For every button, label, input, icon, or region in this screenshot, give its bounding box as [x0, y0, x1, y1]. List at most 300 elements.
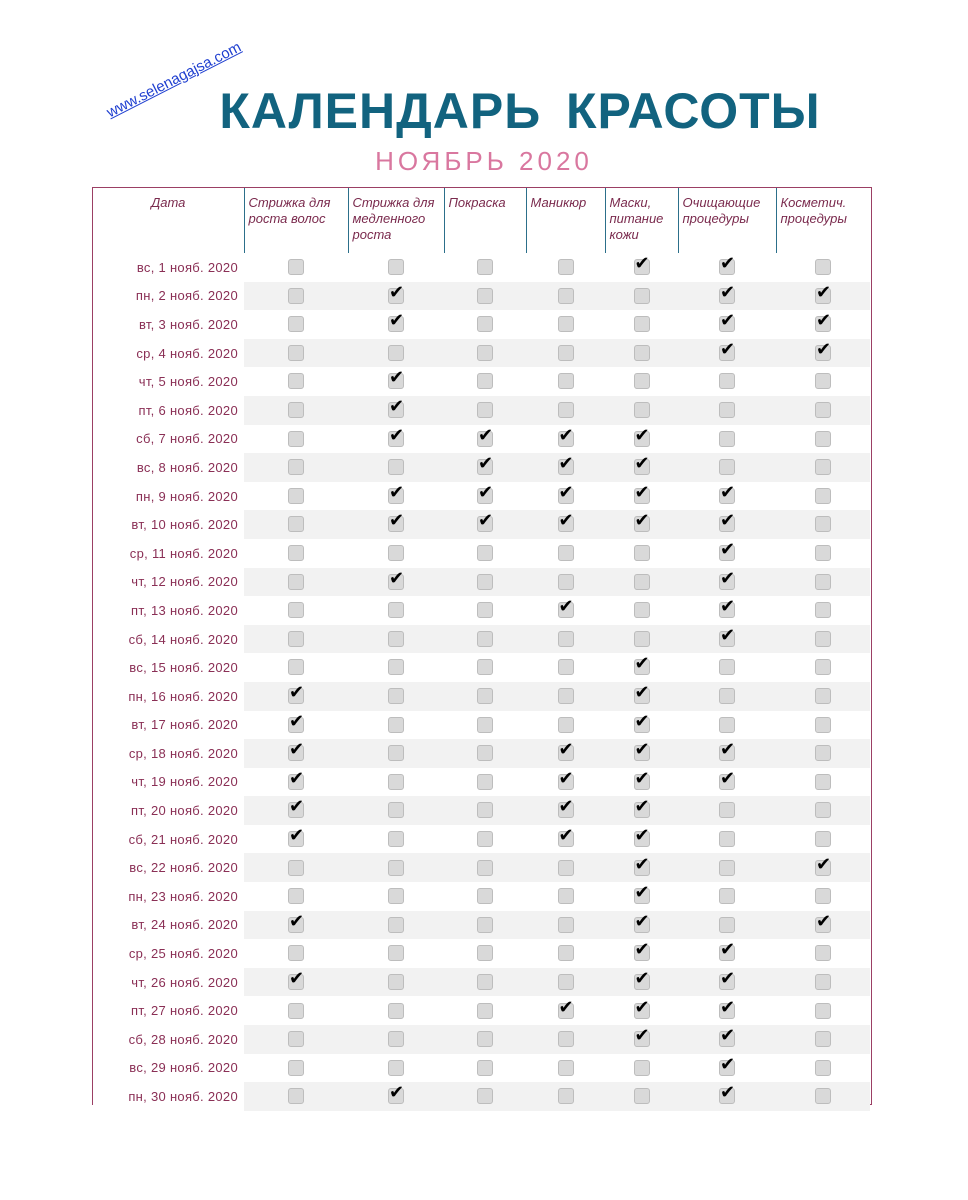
checkbox-coloring[interactable]: [477, 717, 493, 733]
checkbox-masks[interactable]: [634, 853, 650, 876]
cell-haircut-slow: [348, 425, 444, 454]
checkbox-haircut-growth[interactable]: [288, 967, 305, 990]
checkbox-cosmetic[interactable]: [815, 631, 831, 647]
checkbox-masks[interactable]: [634, 402, 650, 418]
checkbox-cleansing[interactable]: [719, 831, 735, 847]
checkbox-haircut-slow[interactable]: [388, 281, 405, 304]
checkbox-haircut-growth[interactable]: [288, 945, 304, 961]
checkbox-haircut-growth[interactable]: [288, 824, 305, 847]
checkbox-masks[interactable]: [634, 424, 650, 447]
checkbox-haircut-slow[interactable]: [388, 602, 404, 618]
checkbox-manicure[interactable]: [558, 739, 574, 761]
cell-cosmetic: [776, 339, 870, 368]
month-subtitle: НОЯБРЬ 2020: [375, 146, 593, 176]
checkbox-coloring[interactable]: [477, 481, 494, 504]
checkmark-icon: ✔: [634, 710, 650, 732]
checkbox-coloring[interactable]: [477, 917, 493, 933]
checkbox-coloring[interactable]: [477, 860, 493, 876]
checkbox-haircut-slow[interactable]: [388, 745, 404, 761]
cell-haircut-slow: [348, 510, 444, 539]
checkbox-manicure[interactable]: [558, 481, 574, 504]
checkbox-haircut-slow[interactable]: [388, 1060, 404, 1076]
checkmark-icon: ✔: [634, 967, 650, 989]
cell-haircut-growth: [244, 1054, 348, 1083]
checkbox-coloring[interactable]: [477, 1003, 493, 1019]
checkbox-coloring[interactable]: [477, 602, 493, 618]
cell-cosmetic: [776, 282, 870, 311]
checkbox-haircut-growth[interactable]: [288, 459, 304, 475]
checkbox-masks[interactable]: [634, 545, 650, 561]
checkbox-cleansing[interactable]: [719, 431, 735, 447]
calendar-body: [93, 253, 870, 1111]
checkbox-haircut-growth[interactable]: [288, 259, 304, 275]
checkbox-masks[interactable]: [634, 910, 650, 933]
checkbox-masks[interactable]: [634, 710, 650, 733]
checkbox-cleansing[interactable]: [719, 253, 736, 275]
checkbox-coloring[interactable]: [477, 802, 493, 818]
checkbox-coloring[interactable]: [477, 631, 493, 647]
checkbox-manicure[interactable]: [558, 917, 574, 933]
checkbox-coloring[interactable]: [477, 453, 494, 475]
checkbox-cleansing[interactable]: [719, 1025, 736, 1047]
checkbox-cleansing[interactable]: [719, 888, 735, 904]
checkbox-haircut-slow[interactable]: [388, 917, 404, 933]
checkbox-haircut-slow[interactable]: [388, 860, 404, 876]
checkbox-haircut-slow[interactable]: [388, 367, 405, 389]
checkbox-haircut-growth[interactable]: [288, 1003, 304, 1019]
checkbox-masks[interactable]: [634, 767, 650, 790]
checkbox-haircut-slow[interactable]: [388, 888, 404, 904]
checkbox-cleansing[interactable]: [719, 802, 735, 818]
cell-haircut-growth: [244, 882, 348, 911]
checkbox-haircut-slow[interactable]: [388, 481, 405, 504]
cell-coloring: [444, 282, 526, 311]
checkbox-cleansing[interactable]: [719, 310, 736, 332]
cell-cosmetic: [776, 253, 870, 282]
checkbox-manicure[interactable]: [558, 545, 574, 561]
checkbox-cleansing[interactable]: [719, 967, 736, 990]
checkbox-haircut-slow[interactable]: [388, 259, 404, 275]
cell-cosmetic: [776, 482, 870, 511]
cell-haircut-slow: [348, 825, 444, 854]
column-header-coloring: Покраска: [444, 188, 526, 253]
cell-cosmetic: [776, 911, 870, 940]
checkmark-icon: ✔: [634, 453, 650, 475]
cell-coloring: [444, 911, 526, 940]
checkbox-coloring[interactable]: [477, 1060, 493, 1076]
checkbox-masks[interactable]: [634, 602, 650, 618]
column-header-masks: Маски, питание кожи: [605, 188, 678, 253]
checkbox-haircut-slow[interactable]: [388, 974, 404, 990]
cell-haircut-growth: [244, 425, 348, 454]
table-row: [93, 739, 870, 768]
checkbox-masks[interactable]: [634, 345, 650, 361]
checkbox-haircut-slow[interactable]: [388, 831, 404, 847]
cell-masks: [605, 510, 678, 539]
checkbox-manicure[interactable]: [558, 1060, 574, 1076]
checkbox-coloring[interactable]: [477, 945, 493, 961]
cell-haircut-slow: [348, 968, 444, 997]
checkbox-cosmetic[interactable]: [815, 488, 831, 504]
checkmark-icon: ✔: [289, 910, 305, 932]
cell-coloring: [444, 1054, 526, 1083]
checkbox-cosmetic[interactable]: [815, 888, 831, 904]
checkmark-icon: ✔: [634, 996, 650, 1018]
checkbox-cosmetic[interactable]: [815, 831, 831, 847]
checkbox-coloring[interactable]: [477, 831, 493, 847]
checkbox-haircut-growth[interactable]: [288, 710, 305, 733]
table-row: [93, 796, 870, 825]
checkbox-cosmetic[interactable]: [815, 745, 831, 761]
calendar-table-container: [92, 187, 872, 1105]
cell-manicure: [526, 768, 605, 797]
checkmark-icon: ✔: [558, 767, 574, 789]
checkbox-coloring[interactable]: [477, 774, 493, 790]
checkbox-haircut-growth[interactable]: [288, 681, 305, 704]
cell-haircut-slow: [348, 310, 444, 339]
checkbox-masks[interactable]: [634, 631, 650, 647]
checkmark-icon: ✔: [816, 338, 832, 360]
cell-cosmetic: [776, 1025, 870, 1054]
checkbox-masks[interactable]: [634, 1088, 650, 1104]
checkbox-cleansing[interactable]: [719, 281, 736, 304]
checkbox-manicure[interactable]: [558, 688, 574, 704]
checkbox-haircut-growth[interactable]: [288, 1031, 304, 1047]
checkbox-cleansing[interactable]: [719, 510, 736, 532]
checkbox-haircut-growth[interactable]: [288, 574, 304, 590]
checkbox-cleansing[interactable]: [719, 860, 735, 876]
checkbox-cleansing[interactable]: [719, 1082, 736, 1104]
checkbox-haircut-slow[interactable]: [388, 310, 405, 332]
checkbox-haircut-growth[interactable]: [288, 860, 304, 876]
cell-masks: [605, 911, 678, 940]
checkbox-coloring[interactable]: [477, 745, 493, 761]
table-row: [93, 968, 870, 997]
checkbox-cleansing[interactable]: [719, 539, 736, 561]
checkbox-coloring[interactable]: [477, 545, 493, 561]
checkbox-masks[interactable]: [634, 824, 650, 847]
checkbox-haircut-growth[interactable]: [288, 659, 304, 675]
checkbox-cleansing[interactable]: [719, 481, 736, 504]
cell-haircut-growth: [244, 1025, 348, 1054]
cell-haircut-growth: [244, 796, 348, 825]
checkbox-manicure[interactable]: [558, 510, 574, 532]
checkbox-coloring[interactable]: [477, 259, 493, 275]
checkbox-masks[interactable]: [634, 739, 650, 761]
checkbox-cosmetic[interactable]: [815, 459, 831, 475]
checkbox-haircut-growth[interactable]: [288, 316, 304, 332]
cell-coloring: [444, 739, 526, 768]
checkbox-haircut-slow[interactable]: [388, 659, 404, 675]
checkbox-cosmetic[interactable]: [815, 1003, 831, 1019]
checkbox-masks[interactable]: [634, 967, 650, 990]
checkbox-cosmetic[interactable]: [815, 281, 832, 304]
row-date: пт, 13 нояб. 2020: [93, 596, 244, 625]
checkbox-haircut-growth[interactable]: [288, 739, 305, 761]
checkbox-cleansing[interactable]: [719, 996, 736, 1019]
checkbox-masks[interactable]: [634, 681, 650, 704]
checkbox-cosmetic[interactable]: [815, 574, 831, 590]
checkbox-cosmetic[interactable]: [815, 853, 832, 876]
checkmark-icon: ✔: [558, 596, 574, 618]
checkbox-cosmetic[interactable]: [815, 945, 831, 961]
cell-cleansing: [678, 739, 776, 768]
checkbox-coloring[interactable]: [477, 424, 494, 447]
cell-cleansing: [678, 510, 776, 539]
checkbox-haircut-growth[interactable]: [288, 796, 305, 818]
checkbox-haircut-slow[interactable]: [388, 631, 404, 647]
checkbox-cleansing[interactable]: [719, 659, 735, 675]
cell-masks: [605, 425, 678, 454]
checkbox-haircut-slow[interactable]: [388, 717, 404, 733]
checkbox-cleansing[interactable]: [719, 939, 736, 961]
cell-haircut-slow: [348, 1082, 444, 1111]
checkbox-manicure[interactable]: [558, 596, 574, 618]
checkbox-coloring[interactable]: [477, 402, 493, 418]
checkbox-cosmetic[interactable]: [815, 1088, 831, 1104]
checkbox-cleansing[interactable]: [719, 373, 735, 389]
checkbox-manicure[interactable]: [558, 453, 574, 475]
checkbox-cosmetic[interactable]: [815, 373, 831, 389]
checkbox-haircut-slow[interactable]: [388, 688, 404, 704]
checkbox-haircut-growth[interactable]: [288, 631, 304, 647]
checkmark-icon: ✔: [558, 996, 574, 1018]
checkbox-manicure[interactable]: [558, 402, 574, 418]
checkbox-cosmetic[interactable]: [815, 802, 831, 818]
row-date: пт, 27 нояб. 2020: [93, 996, 244, 1025]
checkbox-haircut-slow[interactable]: [388, 396, 405, 418]
checkbox-haircut-growth[interactable]: [288, 545, 304, 561]
checkbox-cleansing[interactable]: [719, 767, 736, 790]
checkmark-icon: ✔: [389, 310, 405, 332]
checkbox-manicure[interactable]: [558, 1088, 574, 1104]
checkbox-cosmetic[interactable]: [815, 431, 831, 447]
cell-masks: [605, 882, 678, 911]
checkbox-cosmetic[interactable]: [815, 338, 832, 361]
checkbox-cosmetic[interactable]: [815, 310, 832, 332]
checkbox-cleansing[interactable]: [719, 688, 735, 704]
cell-haircut-slow: [348, 339, 444, 368]
checkbox-masks[interactable]: [634, 653, 650, 675]
cell-manicure: [526, 625, 605, 654]
checkbox-manicure[interactable]: [558, 824, 574, 847]
checkmark-icon: ✔: [289, 681, 305, 703]
cell-manicure: [526, 396, 605, 425]
checkbox-haircut-growth[interactable]: [288, 888, 304, 904]
checkbox-cleansing[interactable]: [719, 459, 735, 475]
checkbox-manicure[interactable]: [558, 996, 574, 1019]
checkbox-manicure[interactable]: [558, 888, 574, 904]
checkbox-coloring[interactable]: [477, 510, 494, 532]
checkbox-manicure[interactable]: [558, 796, 574, 818]
checkbox-manicure[interactable]: [558, 631, 574, 647]
checkbox-coloring[interactable]: [477, 888, 493, 904]
checkbox-manicure[interactable]: [558, 945, 574, 961]
checkbox-manicure[interactable]: [558, 767, 574, 790]
cell-haircut-growth: [244, 339, 348, 368]
checkmark-icon: ✔: [634, 510, 650, 532]
checkbox-masks[interactable]: [634, 796, 650, 818]
checkbox-coloring[interactable]: [477, 373, 493, 389]
cell-cleansing: [678, 853, 776, 882]
checkbox-masks[interactable]: [634, 253, 650, 275]
checkbox-cosmetic[interactable]: [815, 259, 831, 275]
cell-manicure: [526, 968, 605, 997]
checkbox-haircut-slow[interactable]: [388, 424, 405, 447]
cell-manicure: [526, 539, 605, 568]
checkbox-manicure[interactable]: [558, 259, 574, 275]
checkbox-haircut-slow[interactable]: [388, 1003, 404, 1019]
checkbox-haircut-slow[interactable]: [388, 802, 404, 818]
checkbox-manicure[interactable]: [558, 424, 574, 447]
checkbox-haircut-growth[interactable]: [288, 910, 305, 933]
checkbox-manicure[interactable]: [558, 574, 574, 590]
checkbox-cleansing[interactable]: [719, 739, 736, 761]
checkbox-haircut-slow[interactable]: [388, 1082, 405, 1104]
checkbox-haircut-growth[interactable]: [288, 345, 304, 361]
checkbox-cosmetic[interactable]: [815, 717, 831, 733]
checkbox-haircut-slow[interactable]: [388, 345, 404, 361]
checkbox-cleansing[interactable]: [719, 567, 736, 590]
checkbox-coloring[interactable]: [477, 688, 493, 704]
checkbox-manicure[interactable]: [558, 373, 574, 389]
cell-haircut-growth: [244, 825, 348, 854]
checkbox-haircut-slow[interactable]: [388, 567, 405, 590]
checkbox-haircut-growth[interactable]: [288, 1060, 304, 1076]
checkbox-haircut-growth[interactable]: [288, 373, 304, 389]
cell-cleansing: [678, 711, 776, 740]
checkbox-masks[interactable]: [634, 939, 650, 961]
checkbox-cosmetic[interactable]: [815, 659, 831, 675]
checkbox-cosmetic[interactable]: [815, 602, 831, 618]
checkbox-haircut-growth[interactable]: [288, 431, 304, 447]
checkbox-masks[interactable]: [634, 316, 650, 332]
checkmark-icon: ✔: [634, 1025, 650, 1047]
column-header-manicure: Маникюр: [526, 188, 605, 253]
checkbox-coloring[interactable]: [477, 316, 493, 332]
table-row: [93, 396, 870, 425]
checkbox-coloring[interactable]: [477, 288, 493, 304]
checkbox-masks[interactable]: [634, 288, 650, 304]
cell-haircut-slow: [348, 253, 444, 282]
checkbox-masks[interactable]: [634, 373, 650, 389]
checkbox-cleansing[interactable]: [719, 402, 735, 418]
checkmark-icon: ✔: [478, 510, 494, 532]
checkbox-cosmetic[interactable]: [815, 1060, 831, 1076]
checkbox-manicure[interactable]: [558, 974, 574, 990]
checkbox-masks[interactable]: [634, 481, 650, 504]
checkbox-cleansing[interactable]: [719, 338, 736, 361]
table-row: [93, 482, 870, 511]
checkmark-icon: ✔: [289, 824, 305, 846]
checkbox-haircut-slow[interactable]: [388, 1031, 404, 1047]
checkbox-manicure[interactable]: [558, 717, 574, 733]
row-date: ср, 25 нояб. 2020: [93, 939, 244, 968]
checkbox-cosmetic[interactable]: [815, 688, 831, 704]
table-row: [93, 768, 870, 797]
website-link[interactable]: www.selenagajsa.com: [104, 38, 244, 122]
checkbox-manicure[interactable]: [558, 1031, 574, 1047]
checkbox-manicure[interactable]: [558, 345, 574, 361]
checkbox-haircut-growth[interactable]: [288, 402, 304, 418]
cell-cosmetic: [776, 596, 870, 625]
row-date: вс, 29 нояб. 2020: [93, 1054, 244, 1083]
checkbox-coloring[interactable]: [477, 574, 493, 590]
checkbox-coloring[interactable]: [477, 345, 493, 361]
checkbox-haircut-slow[interactable]: [388, 945, 404, 961]
checkbox-manicure[interactable]: [558, 288, 574, 304]
checkbox-cosmetic[interactable]: [815, 974, 831, 990]
checkbox-haircut-growth[interactable]: [288, 602, 304, 618]
checkmark-icon: ✔: [720, 967, 736, 989]
checkbox-haircut-slow[interactable]: [388, 510, 405, 532]
checkbox-cosmetic[interactable]: [815, 402, 831, 418]
cell-manicure: [526, 825, 605, 854]
checkbox-haircut-growth[interactable]: [288, 488, 304, 504]
cell-cleansing: [678, 796, 776, 825]
checkbox-masks[interactable]: [634, 574, 650, 590]
checkbox-manicure[interactable]: [558, 860, 574, 876]
cell-cosmetic: [776, 996, 870, 1025]
checkbox-masks[interactable]: [634, 453, 650, 475]
cell-cosmetic: [776, 310, 870, 339]
checkbox-masks[interactable]: [634, 1025, 650, 1047]
cell-coloring: [444, 768, 526, 797]
checkbox-cleansing[interactable]: [719, 717, 735, 733]
checkbox-haircut-slow[interactable]: [388, 459, 404, 475]
checkbox-cosmetic[interactable]: [815, 545, 831, 561]
checkbox-haircut-slow[interactable]: [388, 545, 404, 561]
checkbox-manicure[interactable]: [558, 659, 574, 675]
cell-haircut-slow: [348, 853, 444, 882]
checkbox-haircut-slow[interactable]: [388, 774, 404, 790]
checkbox-coloring[interactable]: [477, 1031, 493, 1047]
cell-cosmetic: [776, 825, 870, 854]
checkbox-haircut-growth[interactable]: [288, 1088, 304, 1104]
checkbox-masks[interactable]: [634, 510, 650, 532]
checkbox-coloring[interactable]: [477, 1088, 493, 1104]
checkbox-coloring[interactable]: [477, 974, 493, 990]
checkbox-cosmetic[interactable]: [815, 910, 832, 933]
checkbox-cleansing[interactable]: [719, 1053, 736, 1076]
checkbox-masks[interactable]: [634, 1060, 650, 1076]
checkmark-icon: ✔: [720, 310, 736, 332]
cell-haircut-slow: [348, 453, 444, 482]
cell-cosmetic: [776, 625, 870, 654]
cell-coloring: [444, 310, 526, 339]
checkmark-icon: ✔: [720, 567, 736, 589]
table-row: [93, 625, 870, 654]
cell-coloring: [444, 1082, 526, 1111]
row-date: вт, 24 нояб. 2020: [93, 911, 244, 940]
checkbox-cosmetic[interactable]: [815, 1031, 831, 1047]
checkbox-coloring[interactable]: [477, 659, 493, 675]
row-date: вс, 8 нояб. 2020: [93, 453, 244, 482]
checkbox-cleansing[interactable]: [719, 596, 736, 618]
checkbox-cleansing[interactable]: [719, 624, 736, 647]
checkbox-cleansing[interactable]: [719, 917, 735, 933]
cell-masks: [605, 310, 678, 339]
checkbox-manicure[interactable]: [558, 316, 574, 332]
checkbox-masks[interactable]: [634, 996, 650, 1019]
checkbox-cosmetic[interactable]: [815, 516, 831, 532]
checkbox-haircut-growth[interactable]: [288, 516, 304, 532]
checkbox-haircut-growth[interactable]: [288, 288, 304, 304]
cell-masks: [605, 796, 678, 825]
checkbox-haircut-growth[interactable]: [288, 767, 305, 790]
checkbox-cosmetic[interactable]: [815, 774, 831, 790]
checkbox-masks[interactable]: [634, 882, 650, 904]
